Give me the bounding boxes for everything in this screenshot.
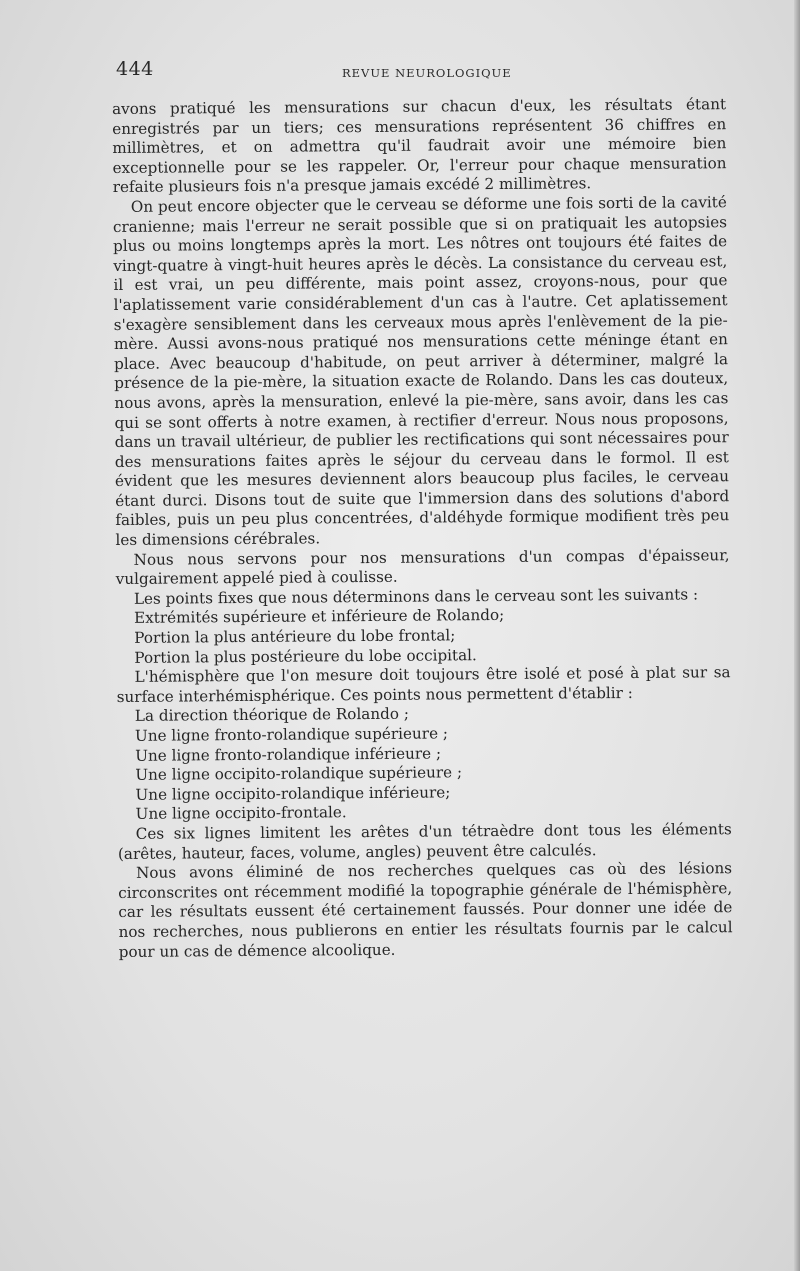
page-number: 444 [116,58,154,80]
list-item: Une ligne fronto-rolandique supérieure ; [134,724,449,745]
paragraph-fixed-points-intro: Les points fixes que nous déterminons dans le cerveau sont les suivants : [133,585,699,608]
list-item: Une ligne occipito-rolandique inférieure; [135,783,451,804]
list-item: Portion la plus antérieure du lobe frontal; [134,626,456,647]
lines-list [117,703,732,825]
paragraph-instrument: Nous nous servons pour nos mensurations d'un compas d'épaisseur, vulgairement appelé pied à coulisse. [115,545,730,589]
list-item: Une ligne occipito-rolandique supérieure ; [135,763,463,785]
paragraph-hemisphere: L'hémisphère que l'on mesure doit toujours être isolé et posé à plat sur sa surface interhémisphérique. Ces points nous permettent d'établir : [116,663,731,706]
page-header [112,58,742,82]
list-item: Extrémités supérieure et inférieure de Rolando; [134,606,505,628]
page-body [112,95,733,962]
paragraph-conclusion: Nous avons éliminé de nos recherches quelques cas où des lésions circonscrites ont récemment modifié la topographie générale de l'hémisphère, car les résultats eussent été certainement faussés. Pour donner une idée de nos recherches, nous publierons en entier les résultats fournis par le calcul pour un cas de démence alcoolique. [118,859,733,961]
fixed-points-list [116,605,730,669]
list-item: La direction théorique de Rolando ; [134,705,409,726]
paragraph-continued: avons pratiqué les mensurations sur chacun d'eux, les résultats étant enregistrés par un tiers; ces mensurations représentent 36 chiffres en millimètres, et on admettra qu'il faudrait avoir une mémoire bien exceptionnelle pour se les rappeler. Or, l'erreur pour chaque mensuration refaite plusieurs fois n'a presque jamais excédé 2 millimètres. [112,95,727,197]
list-item: Une ligne occipito-frontale. [135,803,347,824]
list-item: Une ligne fronto-rolandique inférieure ; [135,744,442,765]
page-edge-shadow [794,0,800,1271]
paragraph-objection: On peut encore objecter que le cerveau se déforme une fois sorti de la cavité cranienne; mais l'erreur ne serait possible que si on pratiquait les autopsies plus ou moins longtemps après la mort. Les nôtres ont toujours été faites de vingt-quatre à vingt-huit heures après le décès. La consistance du cerveau est, il est vrai, un peu différente, mais point assez, croyons-nous, pour que l'aplatissement varie considérablement d'un cas à l'autre. Cet aplatissement s'exagère sensiblement dans les cerveaux mous après l'enlèvement de la pie-mère. Aussi avons-nous pratiqué nos mensurations cette méninge étant en place. Avec beaucoup d'habitude, on peut arriver à déterminer, malgré la présence de la pie-mère, la situation exacte de Rolando. Dans les cas douteux, nous avons, après la mensuration, enlevé la pie-mère, sans avoir, dans les cas qui se sont offerts à notre examen, à rectifier d'erreur. Nous nous proposons, dans un travail ultérieur, de publier les rectifications qui sont nécessaires pour des mensurations faites après le séjour du cerveau dans le formol. Il est évident que les mesures deviennent alors beaucoup plus faciles, le cerveau étant durci. Disons tout de suite que l'immersion dans des solutions d'abord faibles, puis un peu plus concentrées, d'aldéhyde formique modifient très peu les dimensions cérébrales. [112,193,730,550]
list-item: Portion la plus postérieure du lobe occipital. [134,645,477,667]
paragraph-tetrahedron: Ces six lignes limitent les arêtes d'un tétraèdre dont tous les éléments (arêtes, hauteur, faces, volume, angles) peuvent être calculés. [117,820,732,863]
running-title: REVUE NEUROLOGIQUE [342,66,512,80]
